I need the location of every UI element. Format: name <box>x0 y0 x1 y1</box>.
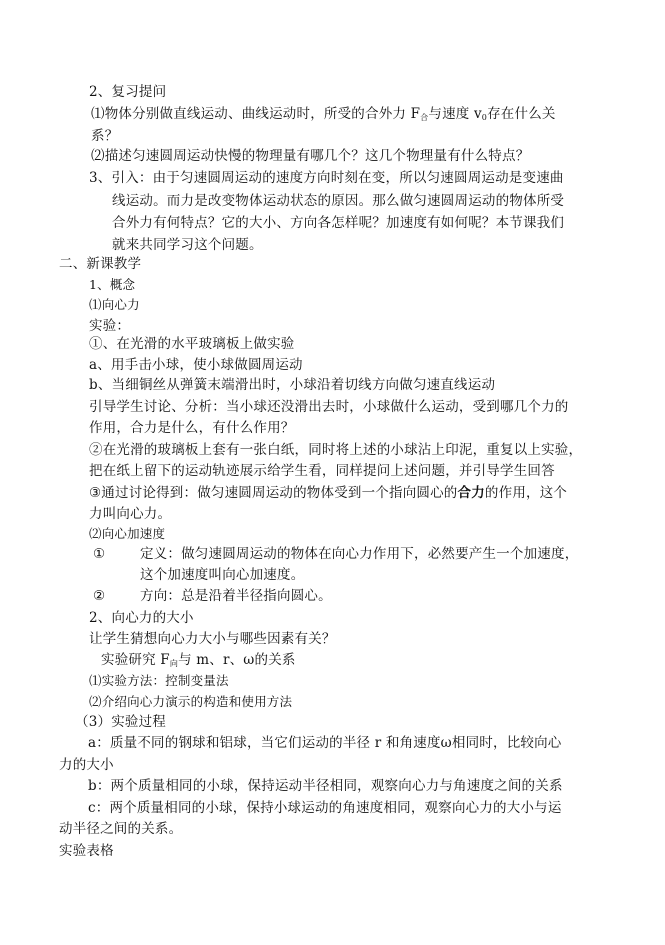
review-question-1-cont: 系？ <box>91 128 119 144</box>
intro-line-2: 线运动。而力是改变物体运动状态的原因。那么做匀速圆周运动的物体所受 <box>112 193 565 209</box>
concept-heading: 1、概念 <box>89 277 136 292</box>
centripetal-force-heading: ⑴向心力 <box>89 297 140 312</box>
definition-number: ① <box>93 546 106 562</box>
experiment-table-heading: 实验表格 <box>59 843 114 859</box>
review-heading: 2、复习提问 <box>89 84 167 100</box>
experiment-study-line: 实验研究 $F_向$与 m、r、ω的关系 <box>101 652 296 668</box>
experiment-step-1: ①、在光滑的水平玻璃板上做实验 <box>89 336 295 352</box>
direction-line: 方向：总是沿着半径指向圆心。 <box>140 588 332 604</box>
process-step-c-line-1: c：两个质量相同的小球，保持小球运动的角速度相同，观察向心力的大小与运 <box>88 800 562 816</box>
discussion-line-2: 作用，合力是什么，有什么作用？ <box>89 420 295 436</box>
process-step-a-line-1: a：质量不同的钢球和铝球，当它们运动的半径 r 和角速度ω相同时，比较向心 <box>88 735 562 751</box>
intro-line-1: 3、引入：由于匀速圆周运动的速度方向时刻在变，所以匀速圆周运动是变速曲 <box>89 170 564 186</box>
definition-line-2: 这个加速度叫向心加速度。 <box>140 567 305 583</box>
process-step-a-line-2: 力的大小 <box>59 757 114 773</box>
review-question-1: ⑴物体分别做直线运动、曲线运动时，所受的合外力 $F_合$与速度 $v_0$存在什么关 <box>91 106 556 122</box>
apparatus-line: ⑵介绍向心力演示的构造和使用方法 <box>89 694 293 709</box>
process-step-c-line-2: 动半径之间的关系。 <box>59 821 183 837</box>
guess-prompt: 让学生猜想向心力大小与哪些因素有关？ <box>89 631 336 647</box>
experiment-step-2-line-1: ②在光滑的玻璃板上套有一张白纸，同时将上述的小球沾上印泥，重复以上实验， <box>89 442 583 458</box>
experiment-step-2-line-2: 把在纸上留下的运动轨迹展示给学生看，同样提问上述问题，并引导学生回答 <box>89 463 555 479</box>
section-heading-new-lesson: 二、新课教学 <box>59 256 142 272</box>
process-heading: （3）实验过程 <box>75 714 166 730</box>
intro-line-3: 合外力有何特点？它的大小、方向各怎样呢？加速度有如何呢？本节课我们 <box>112 215 565 231</box>
review-question-2: ⑵描述匀速圆周运动快慢的物理量有哪几个？这几个物理量有什么特点？ <box>91 148 530 164</box>
definition-line-1: 定义：做匀速圆周运动的物体在向心力作用下，必然要产生一个加速度， <box>140 546 579 562</box>
conclusion-line-1: ③通过讨论得到：做匀速圆周运动的物体受到一个指向圆心的合力的作用，这个 <box>89 485 568 501</box>
conclusion-line-2: 力叫向心力。 <box>89 506 172 522</box>
centripetal-acceleration-heading: ⑵向心加速度 <box>89 526 166 541</box>
experiment-step-a: a、用手击小球，使小球做圆周运动 <box>89 357 303 373</box>
magnitude-heading: 2、向心力的大小 <box>89 610 194 626</box>
discussion-line-1: 引导学生讨论、分析：当小球还没滑出去时，小球做什么运动，受到哪几个力的 <box>89 399 569 415</box>
experiment-step-b: b、当细铜丝从弹簧末端滑出时，小球沿着切线方向做匀速直线运动 <box>89 377 496 393</box>
process-step-b: b：两个质量相同的小球，保持运动半径相同，观察向心力与角速度之间的关系 <box>88 778 563 794</box>
direction-number: ② <box>93 588 106 604</box>
method-line: ⑴实验方法：控制变量法 <box>89 673 229 688</box>
experiment-label: 实验： <box>89 318 131 334</box>
intro-line-4: 就来共同学习这个问题。 <box>112 237 263 253</box>
